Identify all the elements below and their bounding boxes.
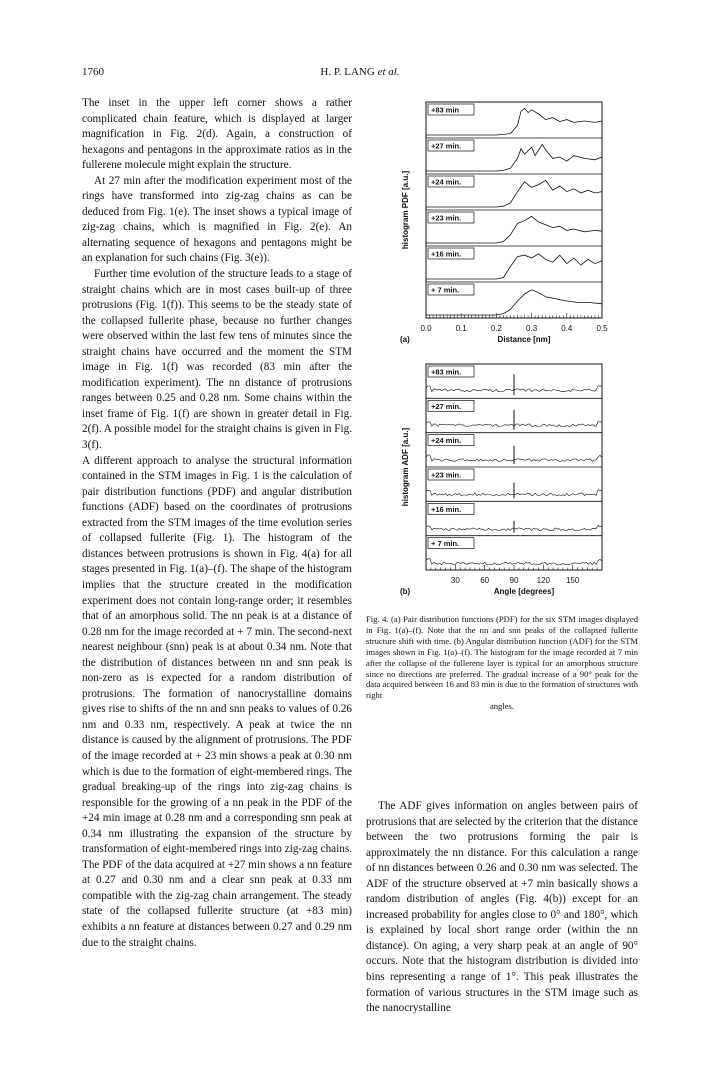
y-axis-label: histogram PDF [a.u.] xyxy=(401,170,410,250)
y-axis-label: histogram ADF [a.u.] xyxy=(401,427,410,507)
series-label: +27 min. xyxy=(431,401,462,411)
x-tick-label: 0.0 xyxy=(420,324,432,333)
running-header xyxy=(82,66,638,82)
x-tick-label: 0.3 xyxy=(526,324,538,333)
caption-body: Fig. 4. (a) Pair distribution functions (PDF) for the six STM images displayed in Fig. 1(a)–(f). Note that the nn and snn peaks of the collapsed fullerite structure shift with time. (b) Angular distribution function (ADF) for the STM images shown in Fig. 1(a)–(f). The histogram for the image recorded at 7 min after the collapse of the fullerene layer is typical for an amorphous structure since no directions are preferred. The gradual increase of a 90° peak for the data acquired between 16 and 83 min is due to the formation of structures with right xyxy=(366,614,638,701)
series-line xyxy=(426,559,602,565)
x-tick-label: 0.4 xyxy=(561,324,573,333)
running-authors: H. P. LANG et al. xyxy=(320,66,400,78)
series-label: +27 min. xyxy=(431,141,462,151)
panel-label: (b) xyxy=(400,587,411,596)
x-tick-label: 90 xyxy=(509,576,519,585)
series-label: +24 min. xyxy=(431,177,462,187)
paragraph: A different approach to analyse the structural information contained in the STM images in Fig. 1 is the calculation of pair distribution functions (PDF) and angular distribution functions (ADF) based on the coordinates of protrusions extracted from the STM images of the time evolution series of collapsed fullerite (Fig. 1). The histogram of the distances between protrusions is shown in Fig. 4(a) for all stages presented in Fig. 1(a)–(f). The shape of the histogram implies that the structure created in the modification experiment does not contain long-range order; it resembles that of an amorphous solid. The nn peak is at a distance of 0.28 nm for the image recorded at + 7 min. The second-next nearest neighbour (snn) peak is at about 0.34 nm. Note that the distribution of distances between nn and snn peak is non-zero as is expected for a random distribution of protrusions. The formation of nanocrystalline domains gives rise to shifts of the nn and snn peaks to values of 0.26 nm and 0.33 nm, respectively. A peak at twice the nn distance is caused by the alignment of protrusions. The PDF of the image recorded at + 23 min shows a peak at 0.30 nm which is due to the formation of eight-membered rings. The gradual breaking-up of the rings into zig-zag chains is responsible for the growing of a nn peak in the PDF of the +24 min image at 0.28 nm and a corresponding snn peak at 0.34 nm illustrating the expansion of the structure by transformation of eight-membered rings into zig-zag chains. The PDF of the data acquired at +27 min shows a nn feature at 0.27 and 0.30 nm and a clear snn peak at 0.33 nm compatible with the zig-zag chain arrangement. The steady state of the collapsed fullerite structure (at +83 min) exhibits a nn feature at distances between 0.27 and 0.29 nm due to the straight chains. xyxy=(82,454,352,949)
x-tick-label: 60 xyxy=(480,576,490,585)
series-label: +23 min. xyxy=(431,470,462,480)
x-tick-label: 150 xyxy=(565,576,580,585)
right-column-text xyxy=(366,799,638,1017)
paragraph: The ADF gives information on angles between pairs of protrusions that are selected by the criterion that the distance between the two protrusions forming the pair is approximately the nn distance. For this calculation a range of nn distances between 0.26 and 0.30 nm was selected. The ADF of the structure observed at +7 min basically shows a random distribution of angles (Fig. 4(b)) except for an increased probability for angles close to 0° and 180°, which is explained by local short range order (within the nn distance). On aging, a very sharp peak at an angle of 90° occurs. Note that the histogram distribution is divided into bins representing a range of 1°. This peak illustrates the formation of various structures in the STM image such as the nanocrystalline xyxy=(366,800,638,1015)
series-label: +23 min. xyxy=(431,213,462,223)
page-number: 1760 xyxy=(82,66,104,78)
series-label: +83 min xyxy=(431,105,460,115)
x-tick-label: 0.5 xyxy=(596,324,608,333)
series-label: +16 min. xyxy=(431,504,462,514)
series-label: +83 min. xyxy=(431,367,462,377)
x-tick-label: 0.2 xyxy=(490,324,502,333)
paragraph: At 27 min after the modification experiment most of the rings have transformed into zig-zag chains as can be deduced from Fig. 1(e). The inset shows a typical image of zig-zag chains, which is magnified in Fig. 2(e). An alternating sequence of hexagons and pentagons might be an explanation for such chains (Fig. 3(e)). xyxy=(82,174,352,265)
figure-4a-pdf xyxy=(396,98,614,360)
x-tick-label: 0.1 xyxy=(455,324,467,333)
x-axis-label: Angle [degrees] xyxy=(493,587,555,596)
series-label: +16 min. xyxy=(431,249,462,259)
x-axis-label: Distance [nm] xyxy=(497,335,551,344)
figure-4b-adf xyxy=(396,360,614,612)
series-label: +24 min. xyxy=(431,436,462,446)
figure-caption xyxy=(366,614,638,712)
left-column xyxy=(82,96,352,951)
x-tick-label: 120 xyxy=(536,576,551,585)
caption-last-line: angles. xyxy=(489,701,515,712)
paragraph: The inset in the upper left corner shows a rather complicated chain feature, which is displayed at larger magnification in Fig. 2(d). Again, a construction of hexagons and pentagons in the approximate ratios as in the fullerene molecule might explain the structure. xyxy=(82,97,352,172)
series-label: + 7 min. xyxy=(431,539,460,549)
x-tick-label: 30 xyxy=(450,576,460,585)
series-label: + 7 min. xyxy=(431,285,460,295)
panel-label: (a) xyxy=(400,335,410,344)
paragraph: Further time evolution of the structure leads to a stage of straight chains which are in most cases built-up of three protrusions (Fig. 1(f)). This seems to be the steady state of the collapsed fullerite phase, because no further changes were observed within the last few tens of minutes since the straight chains have occurred and the moment the STM image in Fig. 1(f) was recorded (83 min after the modification experiment). The nn distance of protrusions ranges between 0.25 and 0.28 nm. Some chains within the inset frame of Fig. 1(f) are shown in greater detail in Fig. 2(f). A possible model for the straight chains is given in Fig. 3(f). xyxy=(82,268,352,452)
